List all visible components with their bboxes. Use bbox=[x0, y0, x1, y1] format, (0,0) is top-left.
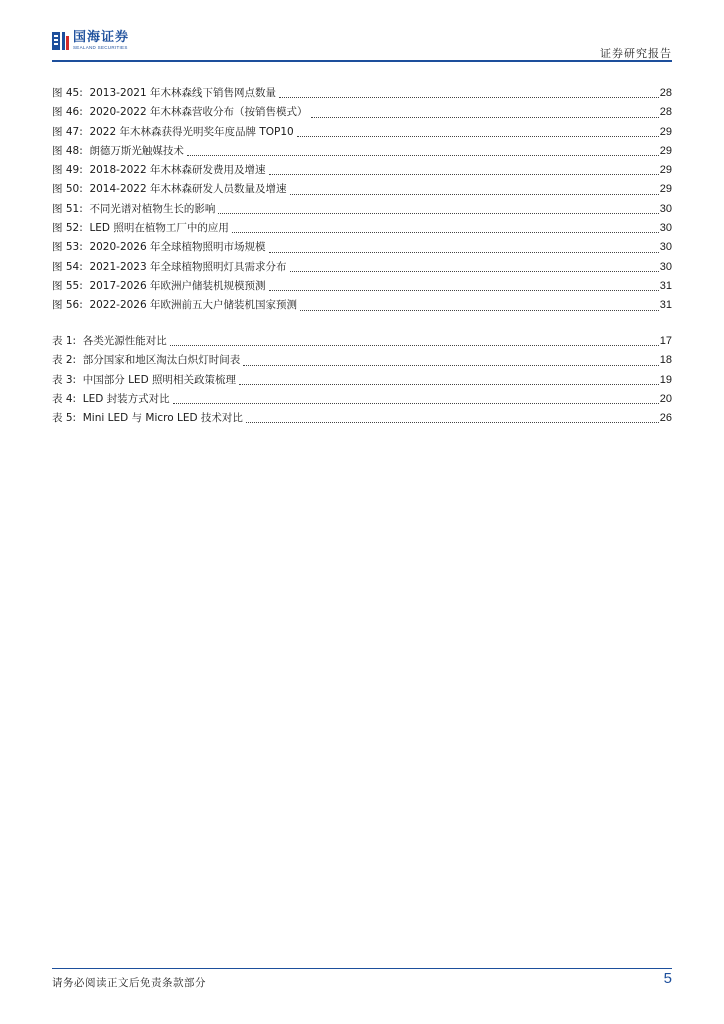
figure-entry-page-number: 28 bbox=[660, 103, 672, 122]
figure-entry-page-number: 31 bbox=[660, 277, 672, 296]
dot-leader bbox=[243, 365, 659, 366]
header-divider bbox=[52, 60, 672, 62]
figure-entry-title: 2018-2022 年木林森研发费用及增速 bbox=[89, 164, 266, 177]
figure-entry-title: 2017-2026 年欧洲户储装机规模预测 bbox=[89, 279, 266, 292]
table-entry-label: 表 5: bbox=[52, 412, 77, 425]
figure-entry[interactable] bbox=[52, 219, 672, 238]
table-index-list bbox=[52, 332, 672, 428]
figure-entry-label: 图 54: bbox=[52, 260, 83, 273]
table-entry-page-number: 26 bbox=[660, 409, 672, 428]
figure-entry-page-number: 30 bbox=[660, 258, 672, 277]
table-entry-label: 表 2: bbox=[52, 354, 77, 367]
figure-entry-label: 图 53: bbox=[52, 241, 83, 254]
table-entry-title: Mini LED 与 Micro LED 技术对比 bbox=[82, 412, 243, 425]
table-entry-title: 部分国家和地区淘汰白炽灯时间表 bbox=[82, 354, 241, 367]
table-entry-label: 表 1: bbox=[52, 335, 77, 347]
figure-entry-page-number: 30 bbox=[660, 219, 672, 238]
figure-entry[interactable] bbox=[52, 142, 672, 161]
table-entry-page-number: 20 bbox=[660, 390, 672, 409]
dot-leader bbox=[173, 403, 659, 404]
figure-entry[interactable] bbox=[52, 180, 672, 199]
table-entry-title: 中国部分 LED 照明相关政策梳理 bbox=[82, 373, 236, 386]
table-entry-label: 表 3: bbox=[52, 373, 77, 386]
dot-leader bbox=[279, 97, 659, 98]
dot-leader bbox=[311, 117, 659, 118]
table-entry[interactable] bbox=[52, 390, 672, 409]
table-entry[interactable] bbox=[52, 371, 672, 390]
figure-entry-label: 图 48: bbox=[52, 144, 83, 157]
dot-leader bbox=[269, 252, 659, 253]
figure-entry-page-number: 29 bbox=[660, 123, 672, 142]
figure-entry-title: 2022-2026 年欧洲前五大户储装机国家预测 bbox=[89, 299, 298, 312]
figure-entry-page-number: 28 bbox=[660, 84, 672, 103]
figure-entry-label: 图 56: bbox=[52, 299, 83, 312]
figure-entry-label: 图 52: bbox=[52, 222, 83, 235]
figure-entry[interactable] bbox=[52, 103, 672, 122]
dot-leader bbox=[232, 232, 659, 233]
dot-leader bbox=[218, 213, 658, 214]
table-entry-page-number: 19 bbox=[660, 371, 672, 390]
table-entry[interactable] bbox=[52, 351, 672, 370]
figure-entry-page-number: 29 bbox=[660, 180, 672, 199]
logo-chinese-name: 国海证券 bbox=[73, 30, 130, 45]
dot-leader bbox=[300, 310, 659, 311]
dot-leader bbox=[187, 155, 659, 156]
page-number: 5 bbox=[663, 970, 672, 987]
sealand-logo-icon bbox=[52, 30, 70, 52]
figure-entry-title: 2020-2026 年全球植物照明市场规模 bbox=[89, 241, 266, 254]
figure-entry-title: 不同光谱对植物生长的影响 bbox=[89, 202, 216, 215]
figure-entry-label: 图 47: bbox=[52, 125, 83, 138]
figure-entry-title: LED 照明在植物工厂中的应用 bbox=[89, 222, 229, 235]
dot-leader bbox=[170, 345, 659, 346]
figure-entry-label: 图 50: bbox=[52, 183, 83, 196]
figure-entry-page-number: 30 bbox=[660, 238, 672, 257]
figure-entry[interactable] bbox=[52, 200, 672, 219]
figure-entry-title: 2021-2023 年全球植物照明灯具需求分布 bbox=[89, 260, 287, 273]
dot-leader bbox=[297, 136, 659, 137]
dot-leader bbox=[246, 422, 659, 423]
table-entry[interactable] bbox=[52, 332, 672, 351]
dot-leader bbox=[290, 271, 659, 272]
figure-entry-label: 图 49: bbox=[52, 164, 83, 177]
figure-entry-title: 2014-2022 年木林森研发人员数量及增速 bbox=[89, 183, 287, 196]
table-entry-title: 各类光源性能对比 bbox=[82, 335, 167, 347]
footer-divider bbox=[52, 968, 672, 969]
figure-entry[interactable] bbox=[52, 296, 672, 315]
table-entry-label: 表 4: bbox=[52, 392, 77, 405]
table-entry-page-number: 18 bbox=[660, 351, 672, 370]
dot-leader bbox=[269, 174, 659, 175]
table-entry-title: LED 封装方式对比 bbox=[82, 392, 170, 405]
report-type-label: 证券研究报告 bbox=[600, 47, 672, 60]
dot-leader bbox=[290, 194, 659, 195]
dot-leader bbox=[239, 384, 659, 385]
figure-entry-page-number: 29 bbox=[660, 161, 672, 180]
logo-english-name: SEALAND SECURITIES bbox=[73, 45, 128, 50]
figure-entry-label: 图 51: bbox=[52, 202, 83, 215]
figure-entry[interactable] bbox=[52, 277, 672, 296]
figure-entry-label: 图 46: bbox=[52, 106, 83, 119]
figure-entry-page-number: 31 bbox=[660, 296, 672, 315]
figure-entry-label: 图 55: bbox=[52, 279, 83, 292]
disclaimer-note: 请务必阅读正文后免责条款部分 bbox=[52, 977, 206, 989]
figure-entry[interactable] bbox=[52, 161, 672, 180]
figure-entry-title: 2020-2022 年木林森营收分布（按销售模式） bbox=[89, 106, 308, 119]
table-entry[interactable] bbox=[52, 409, 672, 428]
figure-index-list bbox=[52, 84, 672, 316]
figure-entry-title: 2022 年木林森获得光明奖年度品牌 TOP10 bbox=[89, 125, 294, 138]
figure-entry-title: 2013-2021 年木林森线下销售网点数量 bbox=[89, 87, 277, 99]
figure-entry-title: 朗德万斯光触媒技术 bbox=[89, 144, 184, 157]
figure-entry-page-number: 29 bbox=[660, 142, 672, 161]
sealand-logo bbox=[52, 30, 129, 56]
figure-entry[interactable] bbox=[52, 84, 672, 103]
figure-entry[interactable] bbox=[52, 123, 672, 142]
figure-entry[interactable] bbox=[52, 238, 672, 257]
figure-entry[interactable] bbox=[52, 258, 672, 277]
dot-leader bbox=[269, 290, 659, 291]
table-entry-page-number: 17 bbox=[660, 332, 672, 351]
figure-entry-page-number: 30 bbox=[660, 200, 672, 219]
figure-entry-label: 图 45: bbox=[52, 87, 83, 99]
page-header bbox=[52, 30, 672, 62]
